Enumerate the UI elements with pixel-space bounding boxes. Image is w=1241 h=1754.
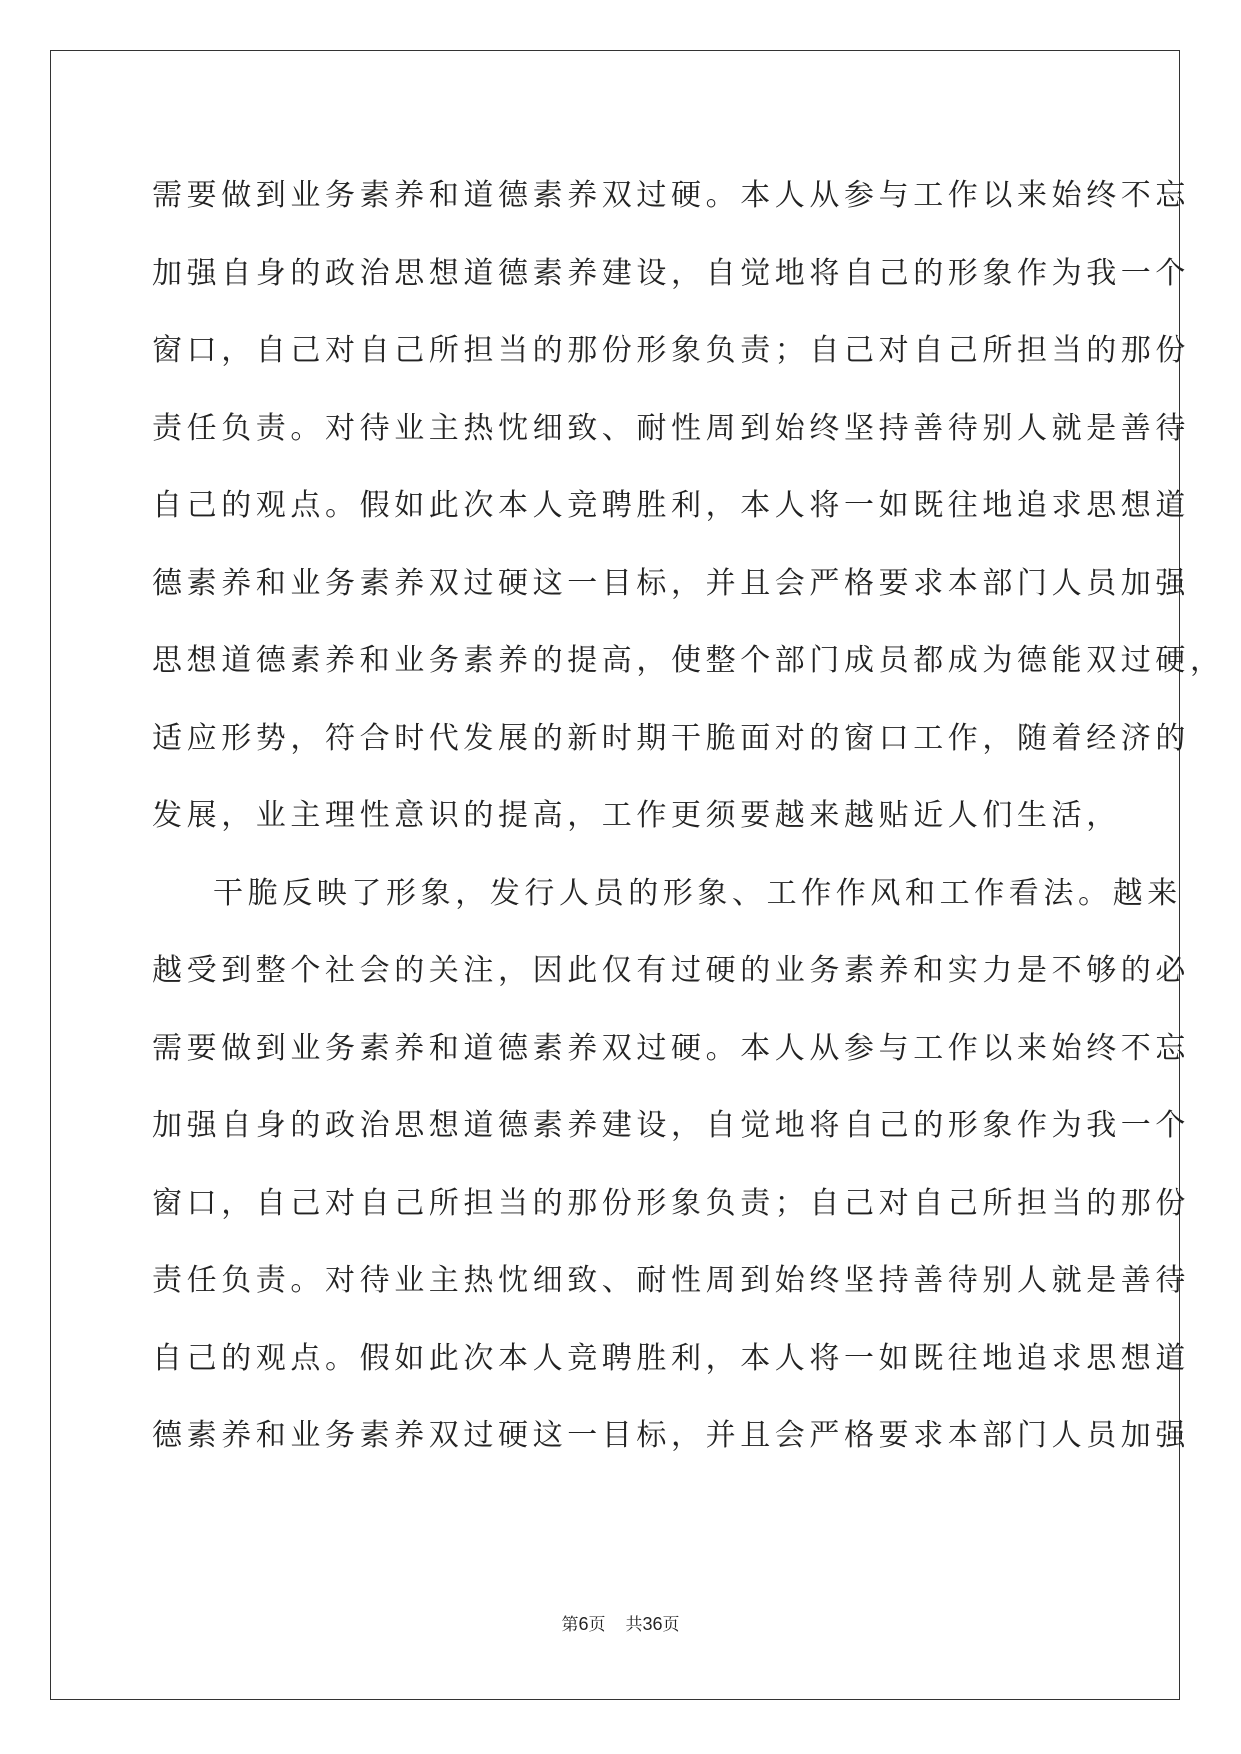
text-line: 责任负责。对待业主热忱细致、耐性周到始终坚持善待别人就是善待 [152,410,1190,446]
paragraph [152,157,1225,855]
text-line: 加强自身的政治思想道德素养建设，自觉地将自己的形象作为我一个 [152,255,1190,291]
text-line: 德素养和业务素养双过硬这一目标，并且会严格要求本部门人员加强 [152,1418,1190,1453]
page-suffix: 页 [588,1615,606,1635]
text-line: 干脆反映了形象，发行人员的形象、工作作风和工作看法。越来 [213,875,1182,911]
text-line: 自己的观点。假如此次本人竞聘胜利，本人将一如既往地追求思想道 [152,1340,1190,1376]
text-line: 加强自身的政治思想道德素养建设，自觉地将自己的形象作为我一个 [152,1108,1190,1143]
paragraph [152,855,1190,1475]
page-total: 36 [642,1614,663,1634]
text-line: 窗口，自己对自己所担当的那份形象负责；自己对自己所担当的那份 [152,333,1190,368]
document-body [152,157,1225,1475]
page-footer [0,1612,1241,1637]
page-current: 6 [578,1614,589,1634]
text-line: 需要做到业务素养和道德素养双过硬。本人从参与工作以来始终不忘 [152,178,1190,213]
text-line: 思想道德素养和业务素养的提高，使整个部门成员都成为德能双过硬， [152,643,1225,678]
text-line: 发展，业主理性意识的提高，工作更须要越来越贴近人们生活， [152,798,1121,833]
total-suffix: 页 [662,1615,680,1635]
text-line: 适应形势，符合时代发展的新时期干脆面对的窗口工作，随着经济的 [152,720,1190,756]
text-line: 自己的观点。假如此次本人竞聘胜利，本人将一如既往地追求思想道 [152,488,1190,523]
total-prefix: 共 [625,1615,643,1635]
text-line: 德素养和业务素养双过硬这一目标，并且会严格要求本部门人员加强 [152,565,1190,601]
text-line: 责任负责。对待业主热忱细致、耐性周到始终坚持善待别人就是善待 [152,1263,1190,1298]
page-prefix: 第 [561,1615,579,1635]
text-line: 越受到整个社会的关注，因此仅有过硬的业务素养和实力是不够的必 [152,953,1190,988]
text-line: 窗口，自己对自己所担当的那份形象负责；自己对自己所担当的那份 [152,1185,1190,1221]
text-line: 需要做到业务素养和道德素养双过硬。本人从参与工作以来始终不忘 [152,1030,1190,1066]
